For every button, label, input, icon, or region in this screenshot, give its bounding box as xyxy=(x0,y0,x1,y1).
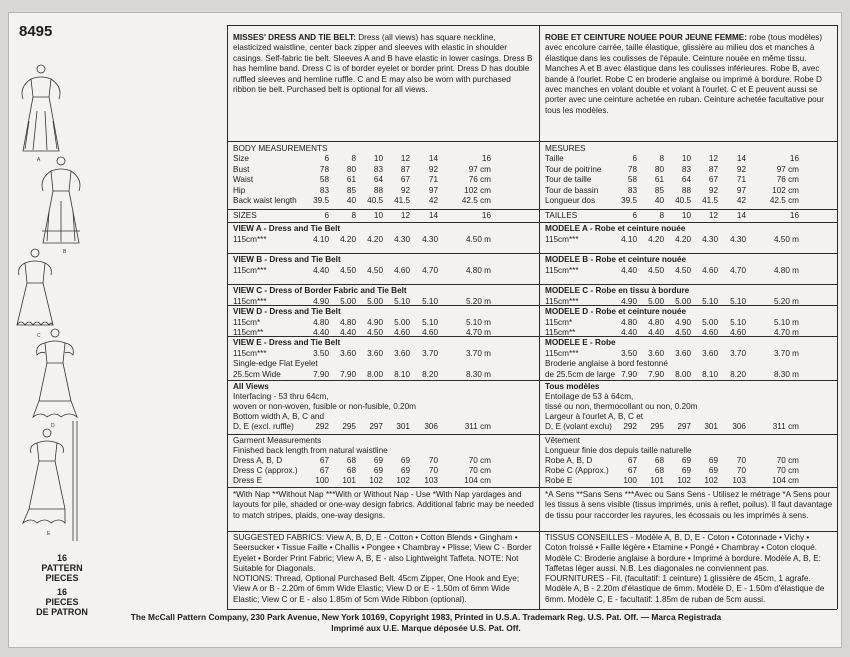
view-heading: MODELE B - Robe et ceinture nouée xyxy=(545,255,687,264)
view-heading: VIEW E - Dress and Tie Belt xyxy=(233,338,341,347)
measurement-value-cell: 40 xyxy=(654,196,664,206)
footer-trademark-fr: Imprimé aux U.E. Marque déposée U.S. Pat. Off. xyxy=(331,623,521,633)
yardage-value-cell: 4.60 xyxy=(702,265,718,275)
mesures-heading: MESURES xyxy=(545,144,586,153)
yardage-value-cell: 3.60 xyxy=(340,348,356,358)
bottom-width-value-cell: 301 xyxy=(396,422,410,431)
dress-figure-c xyxy=(17,249,53,325)
dress-illustrations xyxy=(11,61,99,551)
bottom-width-value-cell: 292 xyxy=(623,422,637,431)
eyelet-value-cell: 7.90 xyxy=(313,369,329,379)
eyelet-value-cell: 8.30 m xyxy=(773,369,799,379)
yardage-value-cell: 4.80 m xyxy=(465,265,491,275)
eyelet-value-cell: 8.00 xyxy=(367,369,383,379)
measurement-label: Tour de taille xyxy=(545,175,592,185)
eyelet-label: Broderie anglaise à bord festonné xyxy=(545,359,668,368)
size-cell: 14 xyxy=(736,211,746,220)
interfacing-fr-2: tissé ou non, thermocollant ou non, 0.20m xyxy=(545,402,698,411)
nap-note-en: *With Nap **Without Nap ***With or Without Nap - Use *With Nap yardages and layouts for pile, shaded or one-way design fabrics. Additional fabric may be needed to match stripes, plaids, one-way designs. xyxy=(233,490,534,520)
yardage-value-cell: 4.70 m xyxy=(465,328,491,337)
measurement-value-cell: 41.5 xyxy=(702,196,718,206)
measurement-value-cell: 42.5 cm xyxy=(461,196,491,206)
yardage-value-cell: 4.40 xyxy=(621,328,637,337)
measurement-value-cell: 78 xyxy=(627,164,637,174)
yardage-value-cell: 4.40 xyxy=(313,328,329,337)
measurement-value-cell: 40.5 xyxy=(367,196,383,206)
fabric-width-label: 115cm*** xyxy=(233,234,267,244)
yardage-value-cell: 5.20 m xyxy=(773,296,799,306)
garment-label: Robe E xyxy=(545,476,573,485)
yardage-value-cell: 5.10 xyxy=(730,317,746,327)
yardage-value-cell: 4.50 xyxy=(648,265,664,275)
bottom-width-fr-1: Largeur à l'ourlet A, B, C et xyxy=(545,412,644,421)
yardage-value-cell: 4.60 xyxy=(730,328,746,337)
size-cell: 8 xyxy=(351,211,356,220)
measurement-value-cell: 80 xyxy=(346,164,356,174)
garment-value-cell: 69 xyxy=(681,466,691,475)
measurement-value-cell: 97 xyxy=(428,185,438,195)
yardage-value-cell: 4.40 xyxy=(621,265,637,275)
bottom-width-value-cell: 292 xyxy=(315,422,329,431)
yardage-value-cell: 3.70 m xyxy=(465,348,491,358)
figure-label-c: C xyxy=(37,333,41,339)
garment-value-cell: 68 xyxy=(654,456,664,465)
yardage-value-cell: 5.00 xyxy=(367,296,383,306)
yardage-value-cell: 3.60 xyxy=(394,348,410,358)
garment-value-cell: 68 xyxy=(346,466,356,475)
fabric-width-label: 115cm*** xyxy=(233,348,267,358)
yardage-value-cell: 4.50 m xyxy=(465,234,491,244)
eyelet-value-cell: 7.90 xyxy=(340,369,356,379)
garment-value-cell: 101 xyxy=(342,476,356,485)
garment-value-cell: 67 xyxy=(319,456,329,465)
garment-label: Robe A, B, D xyxy=(545,456,593,465)
bottom-width-value-cell: 297 xyxy=(369,422,383,431)
measurement-value-cell: 64 xyxy=(373,175,383,185)
yardage-value-cell: 4.60 xyxy=(702,328,718,337)
measurement-label: Tour de poitrine xyxy=(545,164,602,174)
garment-value-cell: 70 xyxy=(428,466,438,475)
bottom-width-value-cell: 311 cm xyxy=(464,422,491,431)
garment-value-cell: 100 xyxy=(315,476,329,485)
garment-value-cell: 102 xyxy=(704,476,718,485)
bottom-width-en-2: D, E (excl. ruffle) xyxy=(233,422,294,431)
eyelet-width-label: 25.5cm Wide xyxy=(233,369,281,379)
yardage-value-cell: 5.00 xyxy=(340,296,356,306)
view-heading: MODELE D - Robe et ceinture nouée xyxy=(545,307,687,316)
garment-value-cell: 69 xyxy=(400,466,410,475)
garment-value-cell: 69 xyxy=(681,456,691,465)
notions-fr: FOURNITURES - Fil, (facultatif: 1 ceinture) 1 glissière de 45cm, 1 agrafe. Modèle A, B - 2.20m d'élastique de 6mm. Modèle D, E - 1.50m d'élastique de 6mm. Modèle C, E - facultatif: 1.85m de ruban de 5cm aussi. xyxy=(545,574,825,604)
measurement-value-cell: 92 xyxy=(736,164,746,174)
description-fr: ROBE ET CEINTURE NOUEE POUR JEUNE FEMME: robe (tous modèles) avec encolure carrée, taille élastique, glissière au milieu dos et manches à élastique dans les coulisses de l'épaule. Ceinture nouée en même tissu. Manches A et B avec élastique dans les coulisses inférieures. Robe B, avec bande à l'ourlet. Robe C en broderie anglaise ou imprimé à bordure. Robe D avec manches en volant double et volant à l'ourlet. C et E peuvent aussi se porter avec une ceinture achetée en ruban. Ceinture achetée facultative pour tous les modèles. xyxy=(545,33,825,115)
garment-value-cell: 70 xyxy=(736,456,746,465)
yardage-value-cell: 4.30 xyxy=(702,234,718,244)
garment-value-cell: 69 xyxy=(400,456,410,465)
measurement-value-cell: 92 xyxy=(428,164,438,174)
measurement-value-cell: 67 xyxy=(708,175,718,185)
bottom-width-en-1: Bottom width A, B, C and xyxy=(233,412,325,421)
dress-figure-e xyxy=(23,421,77,541)
size-cell: 14 xyxy=(428,211,438,220)
measurement-value-cell: 83 xyxy=(319,185,329,195)
measurement-value-cell: 42.5 cm xyxy=(769,196,799,206)
yardage-value-cell: 4.90 xyxy=(313,296,329,306)
measurement-label: Tour de bassin xyxy=(545,185,599,195)
pattern-pieces-en: 16 PATTERN PIECES xyxy=(41,553,83,583)
garment-value-cell: 69 xyxy=(708,466,718,475)
garment-value-cell: 70 xyxy=(428,456,438,465)
measurement-value-cell: 42 xyxy=(428,196,438,206)
garment-value-cell: 67 xyxy=(627,456,637,465)
pattern-envelope-back xyxy=(8,12,842,648)
measurement-value-cell: 61 xyxy=(346,175,356,185)
figure-label-d: D xyxy=(51,423,55,429)
bottom-width-value-cell: 297 xyxy=(677,422,691,431)
measurement-value-cell: 12 xyxy=(708,154,718,163)
yardage-value-cell: 4.60 xyxy=(422,328,438,337)
size-cell: 8 xyxy=(659,211,664,220)
yardage-value-cell: 3.50 xyxy=(313,348,329,358)
measurement-value-cell: 71 xyxy=(736,175,746,185)
measurement-value-cell: 16 xyxy=(481,154,491,163)
garment-value-cell: 102 xyxy=(677,476,691,485)
garment-heading-en: Garment Measurements xyxy=(233,436,322,445)
measurement-value-cell: 14 xyxy=(736,154,746,163)
measurement-value-cell: 85 xyxy=(346,185,356,195)
fabric-width-label: 115cm** xyxy=(545,328,576,337)
garment-value-cell: 101 xyxy=(650,476,664,485)
notions-en: NOTIONS: Thread, Optional Purchased Belt. 45cm Zipper, One Hook and Eye; View A or B - 2.20m of 6mm Wide Elastic; View D or E - 1.50m of 6mm Wide Elastic; View C or E - also 1.85m of 5cm Wide Ribbon (optional). xyxy=(233,574,520,604)
measurement-value-cell: 87 xyxy=(400,164,410,174)
yardage-value-cell: 4.80 xyxy=(648,317,664,327)
garment-value-cell: 104 cm xyxy=(772,476,799,485)
measurement-value-cell: 10 xyxy=(373,154,383,163)
measurement-value-cell: 14 xyxy=(428,154,438,163)
yardage-value-cell: 4.20 xyxy=(367,234,383,244)
yardage-value-cell: 5.00 xyxy=(675,296,691,306)
eyelet-value-cell: 8.20 xyxy=(422,369,438,379)
yardage-value-cell: 4.50 m xyxy=(773,234,799,244)
finished-length-fr: Longueur finie dos depuis taille naturelle xyxy=(545,446,692,455)
eyelet-value-cell: 8.20 xyxy=(730,369,746,379)
yardage-value-cell: 5.10 xyxy=(422,317,438,327)
yardage-value-cell: 4.80 xyxy=(313,317,329,327)
all-views-fr: Tous modèles xyxy=(545,382,600,391)
interfacing-en-1: Interfacing - 53 thru 64cm, xyxy=(233,392,329,401)
yardage-value-cell: 4.60 xyxy=(394,328,410,337)
measurement-value-cell: 12 xyxy=(400,154,410,163)
yardage-value-cell: 5.10 xyxy=(422,296,438,306)
dress-figure-b xyxy=(42,157,80,243)
yardage-value-cell: 4.40 xyxy=(313,265,329,275)
yardage-value-cell: 4.40 xyxy=(648,328,664,337)
bottom-width-value-cell: 306 xyxy=(732,422,746,431)
yardage-value-cell: 4.50 xyxy=(675,265,691,275)
measurement-value-cell: 61 xyxy=(654,175,664,185)
figure-label-a: A xyxy=(37,157,41,163)
yardage-value-cell: 5.10 xyxy=(394,296,410,306)
yardage-value-cell: 4.90 xyxy=(675,317,691,327)
measurement-value-cell: 97 cm xyxy=(776,164,799,174)
garment-value-cell: 67 xyxy=(627,466,637,475)
yardage-value-cell: 3.70 xyxy=(422,348,438,358)
yardage-value-cell: 3.70 m xyxy=(773,348,799,358)
fabric-width-label: 115cm* xyxy=(545,317,573,327)
figure-label-e: E xyxy=(47,531,51,537)
all-views-en: All Views xyxy=(233,382,269,391)
interfacing-en-2: woven or non-woven, fusible or non-fusible, 0.20m xyxy=(233,402,416,411)
measurement-label: Waist xyxy=(233,175,254,185)
garment-value-cell: 100 xyxy=(623,476,637,485)
view-heading: MODELE A - Robe et ceinture nouée xyxy=(545,224,686,233)
size-cell: 6 xyxy=(632,211,637,220)
yardage-value-cell: 4.90 xyxy=(621,296,637,306)
view-heading: VIEW B - Dress and Tie Belt xyxy=(233,255,341,264)
yardage-value-cell: 4.10 xyxy=(621,234,637,244)
body-measurements-heading: BODY MEASUREMENTS xyxy=(233,144,328,153)
garment-label: Dress A, B, D xyxy=(233,456,283,465)
yardage-value-cell: 5.00 xyxy=(394,317,410,327)
measurement-value-cell: 42 xyxy=(736,196,746,206)
garment-value-cell: 103 xyxy=(424,476,438,485)
yardage-value-cell: 4.20 xyxy=(340,234,356,244)
suggested-fabrics-en: SUGGESTED FABRICS: View A, B, D, E - Cotton • Cotton Blends • Gingham • Seersucker • Tissue Faille • Challis • Pongee • Chambray • Plisse; View C - Border Eyelet • Border Print Fabric; View A, B, E - also Lightweight Taffeta. NOTE: Not Suitable for Diagonals. xyxy=(233,533,532,574)
garment-value-cell: 70 xyxy=(736,466,746,475)
fabric-width-label: 115cm** xyxy=(233,328,264,337)
garment-value-cell: 70 cm xyxy=(468,456,491,465)
yardage-value-cell: 4.20 xyxy=(675,234,691,244)
footer-copyright: The McCall Pattern Company, 230 Park Avenue, New York 10169, Copyright 1983, Printed in U.S.A. Trademark Reg. U.S. Pat. Off. — Marca Registrada xyxy=(130,612,722,622)
dress-figure-d xyxy=(33,329,77,417)
eyelet-value-cell: 8.10 xyxy=(394,369,410,379)
garment-value-cell: 68 xyxy=(654,466,664,475)
garment-value-cell: 102 xyxy=(369,476,383,485)
yardage-value-cell: 4.30 xyxy=(394,234,410,244)
measurement-value-cell: 88 xyxy=(373,185,383,195)
bottom-width-value-cell: 311 cm xyxy=(772,422,799,431)
yardage-value-cell: 4.10 xyxy=(313,234,329,244)
garment-heading-fr: Vêtement xyxy=(545,436,581,445)
measurement-value-cell: 8 xyxy=(659,154,664,163)
yardage-value-cell: 3.60 xyxy=(702,348,718,358)
measurement-value-cell: 97 xyxy=(736,185,746,195)
pattern-number: 8495 xyxy=(19,23,53,40)
yardage-value-cell: 5.10 m xyxy=(773,317,799,327)
measurement-value-cell: 78 xyxy=(319,164,329,174)
yardage-value-cell: 5.00 xyxy=(702,317,718,327)
measurement-value-cell: 83 xyxy=(627,185,637,195)
fabric-width-label: 115cm*** xyxy=(545,296,579,306)
yardage-value-cell: 4.20 xyxy=(648,234,664,244)
yardage-value-cell: 3.60 xyxy=(648,348,664,358)
yardage-value-cell: 4.30 xyxy=(422,234,438,244)
fabric-width-label: 115cm*** xyxy=(545,265,579,275)
measurement-value-cell: 64 xyxy=(681,175,691,185)
view-heading: MODELE E - Robe xyxy=(545,338,616,347)
garment-value-cell: 70 cm xyxy=(776,456,799,465)
eyelet-label: Single-edge Flat Eyelet xyxy=(233,359,318,368)
view-heading: VIEW D - Dress and Tie Belt xyxy=(233,307,341,316)
yardage-value-cell: 3.70 xyxy=(730,348,746,358)
measurement-label: Bust xyxy=(233,164,250,174)
measurement-value-cell: 71 xyxy=(428,175,438,185)
measurement-value-cell: 39.5 xyxy=(313,196,329,206)
garment-value-cell: 69 xyxy=(373,466,383,475)
size-cell: 16 xyxy=(789,211,799,220)
garment-value-cell: 68 xyxy=(346,456,356,465)
garment-value-cell: 67 xyxy=(319,466,329,475)
measurement-label: Taille xyxy=(545,154,564,163)
garment-value-cell: 103 xyxy=(732,476,746,485)
size-cell: 6 xyxy=(324,211,329,220)
measurement-value-cell: 39.5 xyxy=(621,196,637,206)
garment-value-cell: 104 cm xyxy=(464,476,491,485)
view-heading: MODELE C - Robe en tissu à bordure xyxy=(545,286,690,295)
yardage-value-cell: 4.40 xyxy=(340,328,356,337)
garment-label: Robe C (Approx.) xyxy=(545,466,609,475)
bottom-width-value-cell: 295 xyxy=(342,422,356,431)
yardage-value-cell: 5.20 m xyxy=(465,296,491,306)
bottom-width-value-cell: 306 xyxy=(424,422,438,431)
bottom-width-value-cell: 301 xyxy=(704,422,718,431)
measurement-label: Size xyxy=(233,154,249,163)
bottom-width-fr-2: D, E (volant exclu) xyxy=(545,422,612,431)
bottom-width-value-cell: 295 xyxy=(650,422,664,431)
yardage-value-cell: 3.60 xyxy=(675,348,691,358)
yardage-value-cell: 4.60 xyxy=(394,265,410,275)
measurement-value-cell: 87 xyxy=(708,164,718,174)
fabric-width-label: 115cm*** xyxy=(545,234,579,244)
dress-figure-a xyxy=(22,65,60,151)
measurement-value-cell: 76 cm xyxy=(776,175,799,185)
yardage-value-cell: 5.10 m xyxy=(465,317,491,327)
garment-value-cell: 69 xyxy=(708,456,718,465)
garment-value-cell: 102 xyxy=(396,476,410,485)
yardage-value-cell: 4.50 xyxy=(367,328,383,337)
view-heading: VIEW C - Dress of Border Fabric and Tie Belt xyxy=(233,286,407,295)
yardage-value-cell: 4.50 xyxy=(675,328,691,337)
garment-value-cell: 70 cm xyxy=(468,466,491,475)
size-cell: 12 xyxy=(400,211,410,220)
measurement-value-cell: 67 xyxy=(400,175,410,185)
measurement-value-cell: 102 cm xyxy=(464,185,491,195)
fabric-width-label: 115cm*** xyxy=(233,296,267,306)
measurement-value-cell: 8 xyxy=(351,154,356,163)
finished-length-en: Finished back length from natural waistline xyxy=(233,446,388,455)
sizes-label-fr: TAILLES xyxy=(545,211,578,220)
yardage-value-cell: 5.10 xyxy=(702,296,718,306)
measurement-value-cell: 6 xyxy=(324,154,329,163)
suggested-fabrics-fr: TISSUS CONSEILLES - Modèle A, B, D, E - Coton • Cotonnade • Vichy • Coton froissé • Faille légère • Etamine • Pongé • Chambray • Coton cloqué. Modèle C: Broderie anglaise à bordure • Imprimé à bordure. Modèle A, B, E: Taffetas léger aussi. N.B. Les diagonales ne conviennent pas. xyxy=(545,533,821,574)
measurement-value-cell: 58 xyxy=(627,175,637,185)
size-cell: 12 xyxy=(708,211,718,220)
yardage-value-cell: 4.30 xyxy=(730,234,746,244)
measurement-value-cell: 40 xyxy=(346,196,356,206)
measurement-value-cell: 80 xyxy=(654,164,664,174)
measurement-value-cell: 88 xyxy=(681,185,691,195)
fabric-width-label: 115cm*** xyxy=(233,265,267,275)
measurement-value-cell: 102 cm xyxy=(772,185,799,195)
yardage-value-cell: 4.70 xyxy=(730,265,746,275)
eyelet-value-cell: 8.00 xyxy=(675,369,691,379)
measurement-value-cell: 10 xyxy=(681,154,691,163)
measurement-value-cell: 76 cm xyxy=(468,175,491,185)
measurement-value-cell: 92 xyxy=(400,185,410,195)
measurement-value-cell: 6 xyxy=(632,154,637,163)
measurement-value-cell: 58 xyxy=(319,175,329,185)
interfacing-fr-1: Entoilage de 53 à 64cm, xyxy=(545,392,634,401)
measurement-value-cell: 41.5 xyxy=(394,196,410,206)
yardage-value-cell: 4.80 xyxy=(340,317,356,327)
measurement-value-cell: 92 xyxy=(708,185,718,195)
measurement-label: Back waist length xyxy=(233,196,297,206)
yardage-value-cell: 5.00 xyxy=(648,296,664,306)
view-heading: VIEW A - Dress and Tie Belt xyxy=(233,224,341,233)
eyelet-value-cell: 7.90 xyxy=(648,369,664,379)
figure-label-b: B xyxy=(63,249,67,255)
fabric-width-label: 115cm*** xyxy=(545,348,579,358)
measurement-value-cell: 40.5 xyxy=(675,196,691,206)
garment-value-cell: 70 cm xyxy=(776,466,799,475)
eyelet-value-cell: 8.30 m xyxy=(465,369,491,379)
yardage-value-cell: 5.10 xyxy=(730,296,746,306)
yardage-value-cell: 4.90 xyxy=(367,317,383,327)
yardage-value-cell: 4.80 xyxy=(621,317,637,327)
yardage-value-cell: 3.60 xyxy=(367,348,383,358)
fabric-width-label: 115cm* xyxy=(233,317,261,327)
yardage-value-cell: 4.50 xyxy=(367,265,383,275)
measurement-value-cell: 85 xyxy=(654,185,664,195)
yardage-value-cell: 3.50 xyxy=(621,348,637,358)
size-cell: 16 xyxy=(481,211,491,220)
measurement-value-cell: 16 xyxy=(789,154,799,163)
nap-note-fr: *A Sens **Sans Sens ***Avec ou Sans Sens - Utilisez le métrage *A Sens pour les tissus à sens visible (tissus imprimés, unis à reflet, poilus). Il faut davantage de tissu pour raccorder les rayures, les écossais ou les imprimés à sens. xyxy=(545,490,833,520)
measurement-value-cell: 97 cm xyxy=(468,164,491,174)
yardage-value-cell: 4.70 xyxy=(422,265,438,275)
measurement-label: Hip xyxy=(233,185,246,195)
yardage-value-cell: 4.70 m xyxy=(773,328,799,337)
yardage-value-cell: 4.50 xyxy=(340,265,356,275)
yardage-value-cell: 4.80 m xyxy=(773,265,799,275)
measurement-label: Longueur dos xyxy=(545,196,596,206)
sizes-label-en: SIZES xyxy=(233,211,257,220)
pattern-pieces-fr: 16 PIECES DE PATRON xyxy=(36,587,88,617)
description-en: MISSES' DRESS AND TIE BELT: Dress (all views) has square neckline, elasticized waistline, center back zipper and sleeves with elastic in shoulder casings. Self-fabric tie belt. Sleeves A and B have elastic in lower casings. Dress B has hemline band. Dress C is of border eyelet or border print. Dress D has double ruffled sleeves and hemline ruffle. C and E may also be worn with purchased ribbon tie belt. Purchased belt is optional for all views. xyxy=(233,33,533,95)
measurement-value-cell: 83 xyxy=(681,164,691,174)
eyelet-value-cell: 8.10 xyxy=(702,369,718,379)
size-cell: 10 xyxy=(373,211,383,220)
garment-label: Dress C (approx.) xyxy=(233,466,298,475)
eyelet-value-cell: 7.90 xyxy=(621,369,637,379)
measurement-value-cell: 83 xyxy=(373,164,383,174)
garment-value-cell: 69 xyxy=(373,456,383,465)
eyelet-width-label: de 25.5cm de large xyxy=(545,369,616,379)
size-cell: 10 xyxy=(681,211,691,220)
garment-label: Dress E xyxy=(233,476,263,485)
